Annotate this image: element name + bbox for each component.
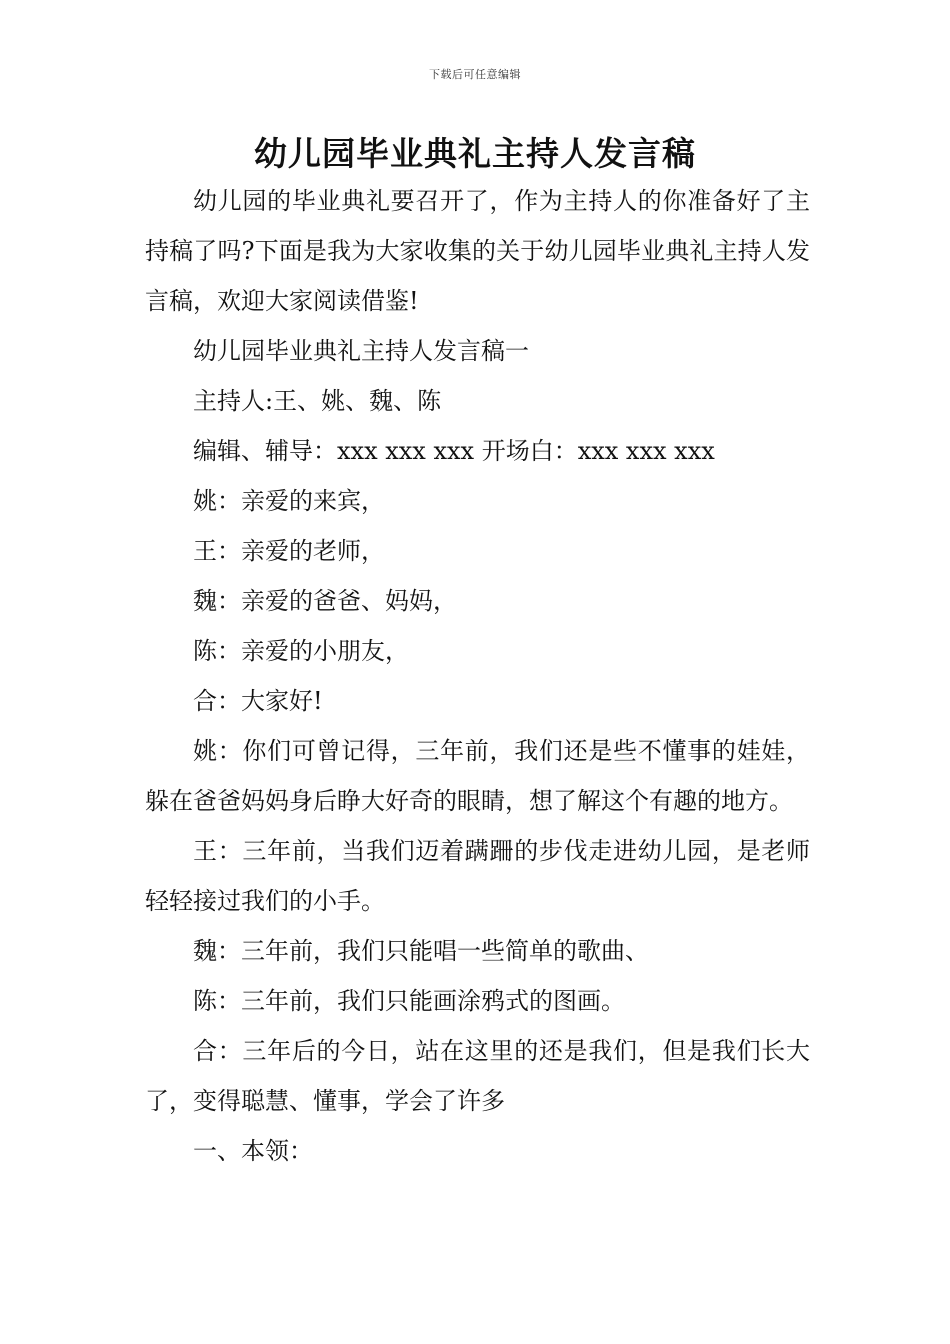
paragraph-line: 王：亲爱的老师， [193,537,385,565]
paragraph-line: 陈：三年前，我们只能画涂鸦式的图画。 [193,987,625,1015]
paragraph-line: 王：三年前，当我们迈着蹒跚的步伐走进幼儿园，是老师轻轻接过我们的小手。 [145,837,810,915]
paragraph-editors: 编辑、辅导：xxx xxx xxx 开场白：xxx xxx xxx [193,437,715,465]
paragraph-line: 陈：亲爱的小朋友， [193,637,409,665]
paragraph-line: 魏：三年前，我们只能唱一些简单的歌曲、 [193,937,649,965]
paragraph-line: 一、本领： [193,1137,313,1165]
paragraph-line: 姚：亲爱的来宾， [193,487,385,515]
paragraph-line: 姚：你们可曾记得，三年前，我们还是些不懂事的娃娃，躲在爸爸妈妈身后睁大好奇的眼睛，想了解这个有趣的地方。 [145,737,810,815]
paragraph-line: 魏：亲爱的爸爸、妈妈， [193,587,457,615]
paragraph-line: 合：大家好! [193,687,323,715]
document-body [145,176,810,1176]
document-title: 幼儿园毕业典礼主持人发言稿 [254,134,696,173]
paragraph-hosts: 主持人:王、姚、魏、陈 [193,387,442,415]
paragraph-line: 合：三年后的今日，站在这里的还是我们，但是我们长大了，变得聪慧、懂事，学会了许多 [145,1037,810,1115]
paragraph-section-heading: 幼儿园毕业典礼主持人发言稿一 [193,337,529,365]
header-note: 下载后可任意编辑 [429,68,521,81]
paragraph-intro: 幼儿园的毕业典礼要召开了，作为主持人的你准备好了主持稿了吗?下面是我为大家收集的关于幼儿园毕业典礼主持人发言稿，欢迎大家阅读借鉴! [145,187,810,315]
